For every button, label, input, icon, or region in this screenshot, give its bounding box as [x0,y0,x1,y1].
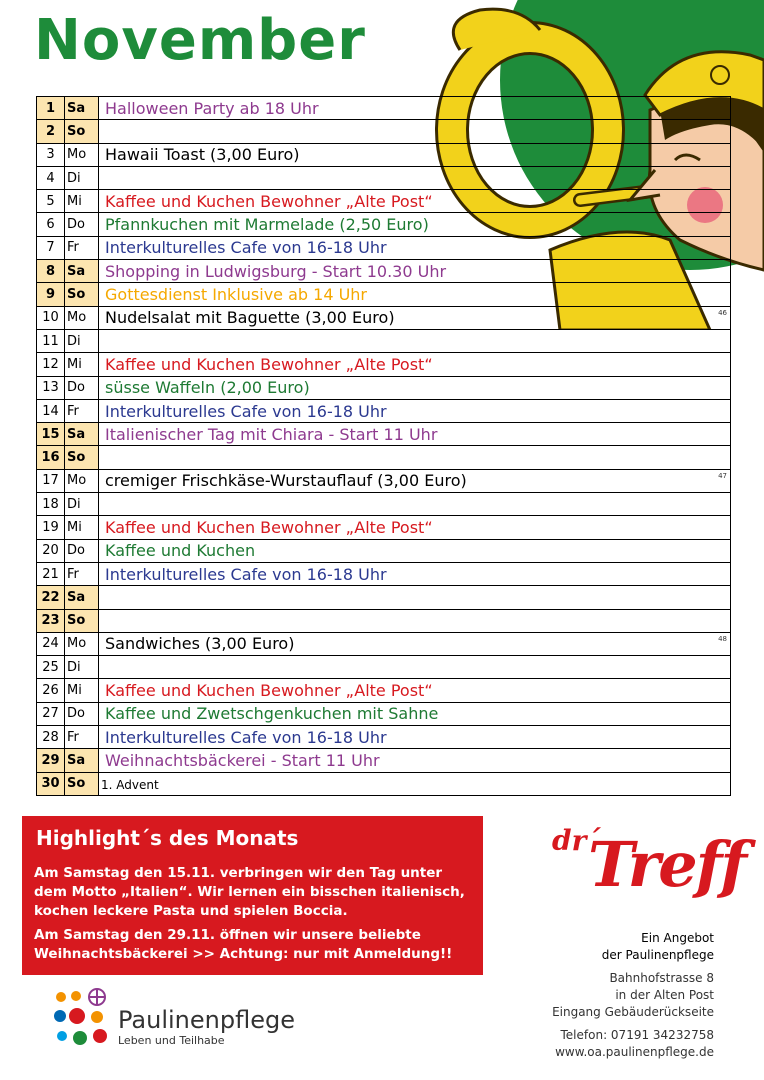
calendar-row [37,446,731,469]
calendar-event-cell [99,423,731,446]
calendar-event-cell [99,516,731,539]
calendar-event: Interkulturelles Cafe von 16-18 Uhr [105,238,387,258]
calendar-weekday: Mi [65,190,99,213]
calendar-row [37,516,731,539]
calendar-day-number: 20 [37,539,65,562]
calendar-day-number: 27 [37,702,65,725]
calendar-event: Halloween Party ab 18 Uhr [105,98,319,118]
contact-phone: Telefon: 07191 34232758 [560,1028,714,1042]
calendar-row [37,749,731,772]
calendar-event-cell [99,166,731,189]
calendar-event: cremiger Frischkäse-Wurstauflauf (3,00 Euro) [105,471,467,491]
calendar-day-number: 7 [37,236,65,259]
calendar-event-cell [99,260,731,283]
calendar-row [37,656,731,679]
calendar-day-number: 10 [37,306,65,329]
calendar-row [37,562,731,585]
calendar-weekday: Sa [65,586,99,609]
treff-logo-prefix: dr´ [552,824,601,857]
calendar-weekday: Sa [65,97,99,120]
calendar-weekday: Mo [65,632,99,655]
calendar-event: Nudelsalat mit Baguette (3,00 Euro) [105,308,395,328]
calendar-day-number: 3 [37,143,65,166]
calendar-day-number: 29 [37,749,65,772]
calendar-weekday: Fr [65,562,99,585]
calendar-event-cell [99,143,731,166]
calendar-event: Gottesdienst Inklusive ab 14 Uhr [105,285,368,305]
calendar-event: Kaffee und Zwetschgenkuchen mit Sahne [105,704,439,724]
calendar-weekday: Mi [65,679,99,702]
calendar-day-number: 13 [37,376,65,399]
calendar-weekday: Mo [65,143,99,166]
calendar-row [37,166,731,189]
calendar-event: Weihnachtsbäckerei - Start 11 Uhr [105,750,380,770]
calendar-event: Kaffee und Kuchen Bewohner „Alte Post“ [105,681,433,701]
calendar-row [37,493,731,516]
paulinenpflege-logo-icon [52,988,114,1050]
highlight-paragraph-1: Am Samstag den 15.11. verbringen wir den Tag unter dem Motto „Italien“. Wir lernen ein bisschen italienisch, kochen leckere Pasta und spielen Boccia. [34,865,465,919]
calendar-row [37,539,731,562]
calendar-event: 1. Advent [101,778,159,793]
calendar-row [37,236,731,259]
calendar-day-number: 6 [37,213,65,236]
calendar-weekday: Mo [65,469,99,492]
calendar-weekday: So [65,283,99,306]
calendar-event-cell [99,236,731,259]
calendar-event-cell [99,702,731,725]
calendar-weekday: Di [65,656,99,679]
calendar-weekday: Mo [65,306,99,329]
calendar-event-cell [99,749,731,772]
calendar-event: Kaffee und Kuchen Bewohner „Alte Post“ [105,517,433,537]
calendar-row [37,260,731,283]
calendar-event: Interkulturelles Cafe von 16-18 Uhr [105,727,387,747]
calendar-event-cell [99,376,731,399]
calendar-event: Kaffee und Kuchen Bewohner „Alte Post“ [105,354,433,374]
calendar-event: Pfannkuchen mit Marmelade (2,50 Euro) [105,215,429,235]
calendar-event: Kaffee und Kuchen Bewohner „Alte Post“ [105,191,433,211]
calendar-row [37,213,731,236]
calendar-weekday: Fr [65,399,99,422]
calendar-weekday: Di [65,493,99,516]
calendar-weekday: Mi [65,353,99,376]
highlight-text [34,864,479,969]
calendar-day-number: 28 [37,726,65,749]
calendar-row [37,329,731,352]
calendar-event-cell [99,539,731,562]
calendar-table [36,96,731,796]
calendar-event-cell [99,609,731,632]
calendar-row [37,632,731,655]
calendar-day-number: 17 [37,469,65,492]
calendar-event-cell [99,469,731,492]
calendar-row [37,399,731,422]
calendar-weekday: So [65,120,99,143]
paulinenpflege-logo-tagline: Leben und Teilhabe [118,1034,225,1047]
calendar-row [37,190,731,213]
calendar-week-number: 47 [718,471,727,480]
calendar-event: Shopping in Ludwigsburg - Start 10.30 Uhr [105,261,447,281]
calendar-event-cell [99,353,731,376]
calendar-weekday: Sa [65,260,99,283]
calendar-weekday: Di [65,166,99,189]
calendar-row [37,609,731,632]
calendar-row [37,143,731,166]
calendar-event-cell [99,586,731,609]
calendar-event: Interkulturelles Cafe von 16-18 Uhr [105,564,387,584]
paulinenpflege-logo-name: Paulinenpflege [118,1006,295,1034]
calendar-row [37,586,731,609]
calendar-week-number: 46 [718,308,727,317]
calendar-day-number: 22 [37,586,65,609]
calendar-weekday: So [65,772,99,795]
highlight-box [22,816,483,975]
calendar-day-number: 14 [37,399,65,422]
calendar-event-cell [99,283,731,306]
calendar-event-cell [99,632,731,655]
calendar-weekday: Di [65,329,99,352]
calendar-day-number: 15 [37,423,65,446]
calendar-day-number: 30 [37,772,65,795]
treff-logo: Treff [588,828,746,901]
calendar-row [37,423,731,446]
calendar-day-number: 1 [37,97,65,120]
calendar-week-number: 48 [718,634,727,643]
highlight-title: Highlight´s des Monats [36,826,299,850]
calendar-day-number: 23 [37,609,65,632]
contact-block [552,930,714,1061]
calendar-day-number: 25 [37,656,65,679]
calendar-day-number: 26 [37,679,65,702]
calendar-event: Hawaii Toast (3,00 Euro) [105,145,300,165]
calendar-event-cell [99,306,731,329]
highlight-paragraph-2: Am Samstag den 29.11. öffnen wir unsere beliebte Weihnachtsbäckerei >> Achtung: nur mit Anmeldung!! [34,927,453,962]
calendar-day-number: 12 [37,353,65,376]
calendar-event: Interkulturelles Cafe von 16-18 Uhr [105,401,387,421]
calendar-day-number: 16 [37,446,65,469]
calendar-day-number: 18 [37,493,65,516]
calendar-weekday: Sa [65,423,99,446]
calendar-day-number: 24 [37,632,65,655]
calendar-day-number: 19 [37,516,65,539]
calendar-row [37,120,731,143]
calendar-event-cell [99,213,731,236]
calendar-weekday: So [65,446,99,469]
contact-offer-line-1: Ein Angebot [641,931,714,945]
calendar-event-cell [99,772,731,795]
calendar-day-number: 11 [37,329,65,352]
calendar-weekday: Do [65,376,99,399]
calendar-event-cell [99,190,731,213]
calendar-event: süsse Waffeln (2,00 Euro) [105,378,310,398]
calendar-weekday: Do [65,702,99,725]
contact-address-3: Eingang Gebäuderückseite [552,1005,714,1019]
contact-address-2: in der Alten Post [615,988,714,1002]
calendar-row [37,702,731,725]
calendar-event-cell [99,329,731,352]
calendar-day-number: 5 [37,190,65,213]
calendar-weekday: Sa [65,749,99,772]
calendar-weekday: Do [65,539,99,562]
calendar-event: Sandwiches (3,00 Euro) [105,634,295,654]
calendar-weekday: Fr [65,726,99,749]
calendar-row [37,306,731,329]
calendar-event-cell [99,726,731,749]
month-title: November [34,8,366,73]
calendar-row [37,772,731,795]
calendar-row [37,97,731,120]
calendar-row [37,353,731,376]
calendar-weekday: Fr [65,236,99,259]
calendar-row [37,679,731,702]
calendar-event-cell [99,679,731,702]
calendar-row [37,376,731,399]
calendar-day-number: 9 [37,283,65,306]
calendar-row [37,469,731,492]
calendar-day-number: 21 [37,562,65,585]
calendar-event-cell [99,493,731,516]
calendar-row [37,283,731,306]
contact-offer-line-2: der Paulinenpflege [601,948,714,962]
calendar-event-cell [99,446,731,469]
calendar-day-number: 4 [37,166,65,189]
calendar-event-cell [99,120,731,143]
calendar-row [37,726,731,749]
calendar-event: Italienischer Tag mit Chiara - Start 11 Uhr [105,424,438,444]
calendar-event-cell [99,656,731,679]
contact-website[interactable]: www.oa.paulinenpflege.de [555,1045,714,1059]
calendar-day-number: 2 [37,120,65,143]
calendar-day-number: 8 [37,260,65,283]
calendar-event-cell [99,562,731,585]
calendar-weekday: Do [65,213,99,236]
calendar-event-cell [99,399,731,422]
calendar-weekday: So [65,609,99,632]
calendar-event-cell [99,97,731,120]
calendar-event: Kaffee und Kuchen [105,541,256,561]
calendar-weekday: Mi [65,516,99,539]
contact-address-1: Bahnhofstrasse 8 [609,971,714,985]
